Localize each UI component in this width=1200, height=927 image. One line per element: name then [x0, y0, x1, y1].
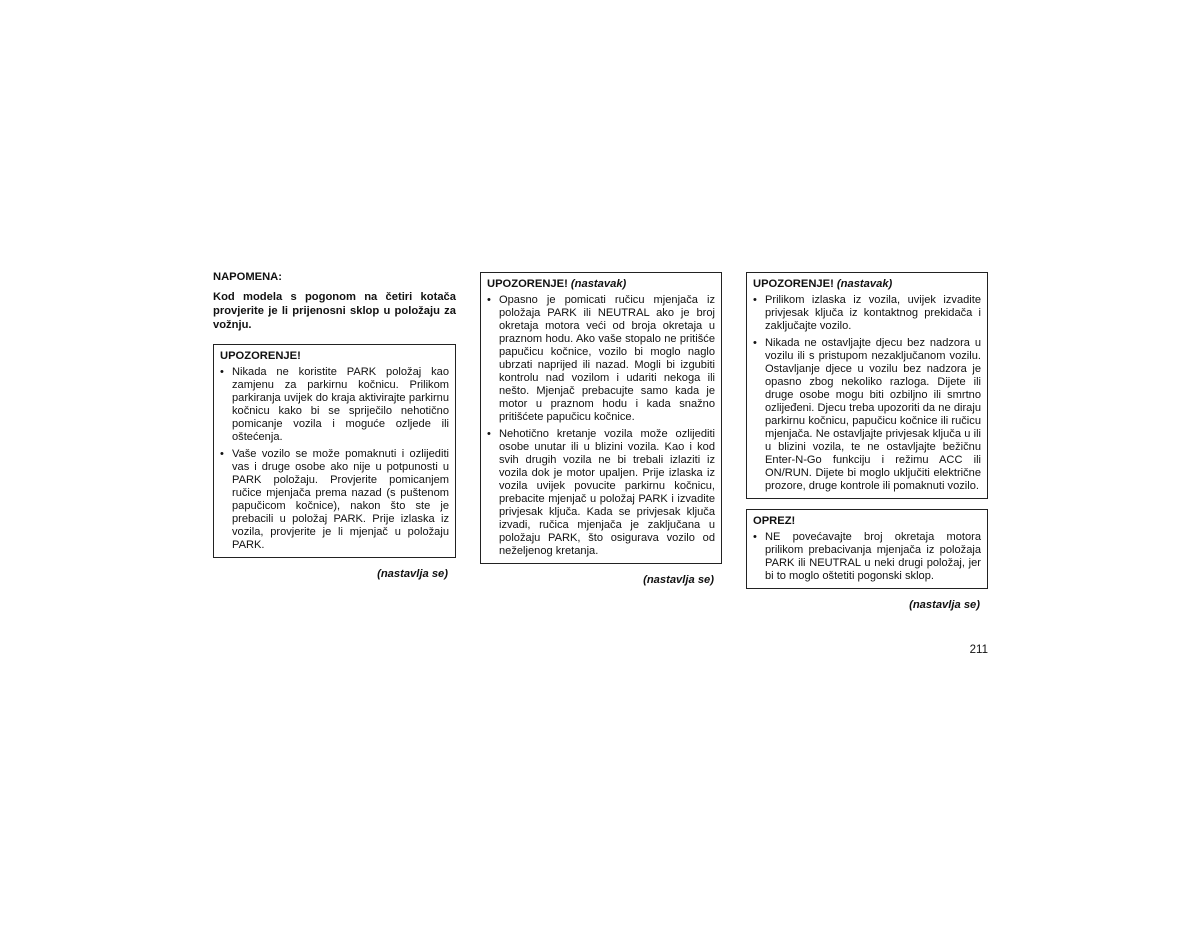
- continued-label: (nastavlja se): [643, 574, 714, 586]
- caution-title: OPREZ!: [753, 515, 796, 527]
- caution-item: • NE povećavajte broj okretaja motora prilikom prebacivanja mjenjača iz položaja PARK ili NEUTRAL u neki drugi položaj, jer bi to moglo oštetiti pogonski sklop.: [753, 531, 981, 582]
- warning-title: UPOZORENJE! (nastavak): [753, 278, 893, 290]
- warning-title: UPOZORENJE! (nastavak): [487, 278, 627, 290]
- column-1: [213, 270, 456, 580]
- warning-item: • Nehotično kretanje vozila može ozlijediti osobe unutar ili u blizini vozila. Kao i kod svih drugih vozila ne bi trebali izlaziti iz vozila dok je motor upaljen. Prije izlaska iz vozila uvijek povucite parkirnu kočnicu, prebacite mjenjač u položaj PARK i izvadite privjesak ključa. Kada se privjesak ključa izvadi, ručica mjenjača je zaključana u položaju PARK, što osigurava vozilo od neželjenog kretanja.: [487, 428, 715, 557]
- warning-box-continued: [480, 272, 722, 564]
- warning-item: • Opasno je pomicati ručicu mjenjača iz položaja PARK ili NEUTRAL ako je broj okretaja motora veći od broja okretaja u praznom hodu. Ako vaše stopalo ne pritišće papučicu kočnice, vozilo bi moglo naglo ubrzati naprijed ili nazad. Mogli bi izgubiti kontrolu nad vozilom i udariti nekoga ili nešto. Mjenjač prebacujte samo kada je motor u praznom hodu i kada snažno pritišćete papučicu kočnice.: [487, 294, 715, 423]
- continued-label: (nastavlja se): [377, 568, 448, 580]
- column-2: [480, 272, 722, 586]
- warning-item: • Nikada ne koristite PARK položaj kao zamjenu za parkirnu kočnicu. Prilikom parkiranja uvijek do kraja aktivirajte parkirnu kočnicu kako bi se spriječilo nehotično pomicanje vozila i moguće ozljede ili oštećenja.: [220, 366, 449, 443]
- note-text: Kod modela s pogonom na četiri kotača provjerite je li prijenosni sklop u položaju za vožnju.: [213, 291, 456, 331]
- warning-box: [213, 344, 456, 558]
- warning-item: • Nikada ne ostavljajte djecu bez nadzora u vozilu ili s pristupom nezaključanom vozilu. Ostavljanje djece u vozilu bez nadzora je opasno zbog nekoliko razloga. Dijete ili druge osobe mogu biti ozbiljno ili smrtno ozlijeđeni. Djecu treba upozoriti da ne diraju parkirnu kočnicu, papučicu kočnice ili ručicu mjenjača. Ne ostavljajte privjesak ključa u ili u blizini vozila, te ne ostavljajte bežičnu Enter-N-Go funkciju i režimu ACC ili ON/RUN. Dijete bi moglo uključiti električne prozore, druge kontrole ili pomaknuti vozilo.: [753, 337, 981, 492]
- caution-box: [746, 509, 988, 589]
- warning-item: • Prilikom izlaska iz vozila, uvijek izvadite privjesak ključa iz kontaktnog prekidača i zaključajte vozilo.: [753, 294, 981, 332]
- warning-box-continued: [746, 272, 988, 499]
- continued-label: (nastavlja se): [909, 599, 980, 611]
- warning-item: • Vaše vozilo se može pomaknuti i ozlijediti vas i druge osobe ako nije u potpunosti u PARK položaju. Provjerite pomicanjem ručice mjenjača prema nazad (s puštenom papučicom kočnice), nakon što ste je prebacili u položaj PARK. Prije izlaska iz vozila, provjerite je li mjenjač u položaju PARK.: [220, 448, 449, 551]
- warning-title: UPOZORENJE!: [220, 350, 301, 362]
- column-3: [746, 272, 988, 611]
- note-title: NAPOMENA:: [213, 271, 282, 283]
- page-number: 211: [969, 644, 988, 656]
